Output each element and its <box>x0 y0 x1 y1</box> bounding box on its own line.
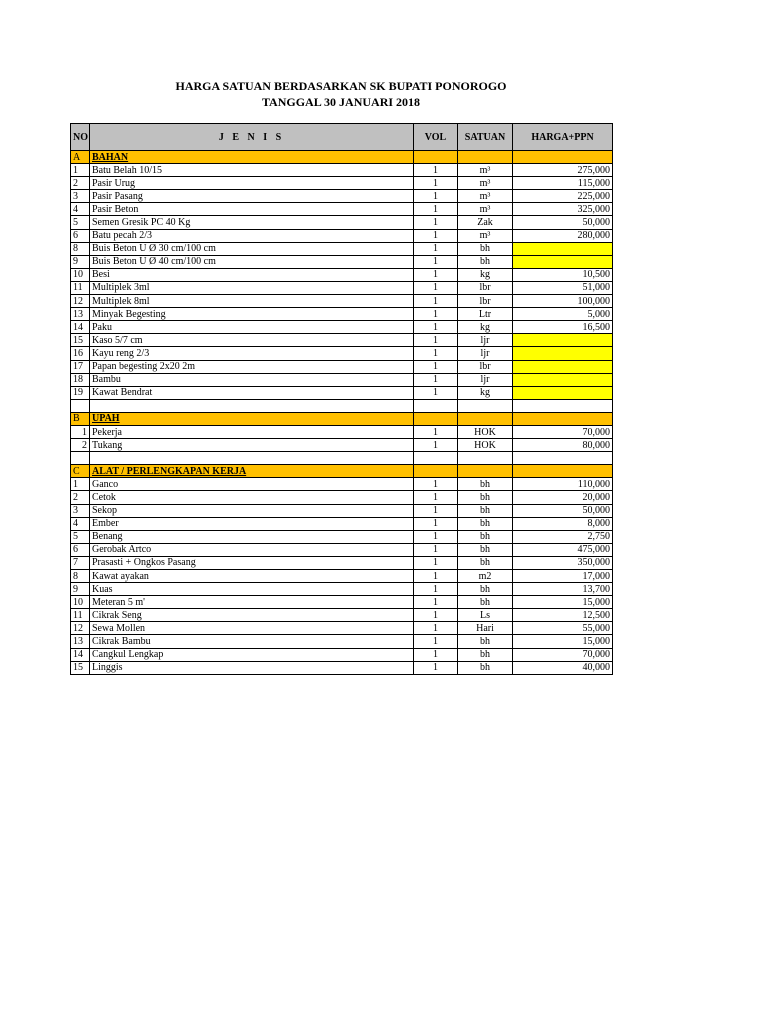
item-number: 5 <box>71 530 90 543</box>
item-number: 15 <box>71 334 90 347</box>
item-price: 50,000 <box>513 216 613 229</box>
item-unit: bh <box>458 596 513 609</box>
section-code: C <box>71 465 90 478</box>
item-volume: 1 <box>414 281 458 294</box>
item-price: 50,000 <box>513 504 613 517</box>
item-price: 17,000 <box>513 570 613 583</box>
table-row <box>71 203 613 216</box>
item-price: 2,750 <box>513 530 613 543</box>
item-volume: 1 <box>414 530 458 543</box>
header-satuan: SATUAN <box>458 124 513 151</box>
table-row <box>71 543 613 556</box>
item-name: Ember <box>90 517 414 530</box>
item-price: 5,000 <box>513 308 613 321</box>
table-row <box>71 386 613 399</box>
table-row <box>71 334 613 347</box>
item-price <box>513 386 613 399</box>
item-number: 5 <box>71 216 90 229</box>
item-unit: Hari <box>458 622 513 635</box>
item-price: 12,500 <box>513 609 613 622</box>
item-number: 1 <box>71 425 90 438</box>
empty-cell <box>71 399 90 412</box>
section-label: ALAT / PERLENGKAPAN KERJA <box>90 465 414 478</box>
item-number: 2 <box>71 491 90 504</box>
table-row <box>71 190 613 203</box>
item-number: 7 <box>71 556 90 569</box>
item-name: Bambu <box>90 373 414 386</box>
section-empty-cell <box>414 412 458 425</box>
item-unit: lbr <box>458 360 513 373</box>
table-row <box>71 622 613 635</box>
item-price: 10,500 <box>513 268 613 281</box>
item-unit: bh <box>458 517 513 530</box>
item-unit: kg <box>458 268 513 281</box>
item-unit: bh <box>458 530 513 543</box>
item-name: Kawat ayakan <box>90 570 414 583</box>
item-unit: bh <box>458 504 513 517</box>
section-empty-cell <box>513 465 613 478</box>
item-number: 1 <box>71 478 90 491</box>
item-price: 16,500 <box>513 321 613 334</box>
item-volume: 1 <box>414 543 458 556</box>
table-row <box>71 570 613 583</box>
item-price: 15,000 <box>513 596 613 609</box>
item-price: 110,000 <box>513 478 613 491</box>
item-name: Batu Belah 10/15 <box>90 164 414 177</box>
item-number: 10 <box>71 596 90 609</box>
item-price: 100,000 <box>513 295 613 308</box>
empty-cell <box>414 452 458 465</box>
item-volume: 1 <box>414 504 458 517</box>
item-unit: m³ <box>458 229 513 242</box>
item-price: 70,000 <box>513 648 613 661</box>
header-harga: HARGA+PPN <box>513 124 613 151</box>
empty-cell <box>458 399 513 412</box>
item-name: Linggis <box>90 661 414 674</box>
item-unit: bh <box>458 661 513 674</box>
table-row <box>71 648 613 661</box>
item-number: 14 <box>71 321 90 334</box>
price-table <box>70 123 613 675</box>
item-number: 13 <box>71 635 90 648</box>
item-volume: 1 <box>414 596 458 609</box>
item-unit: Zak <box>458 216 513 229</box>
item-price: 280,000 <box>513 229 613 242</box>
item-unit: m³ <box>458 203 513 216</box>
item-volume: 1 <box>414 425 458 438</box>
table-row <box>71 321 613 334</box>
table-row <box>71 373 613 386</box>
item-volume: 1 <box>414 295 458 308</box>
item-unit: bh <box>458 556 513 569</box>
item-volume: 1 <box>414 491 458 504</box>
item-unit: kg <box>458 321 513 334</box>
item-volume: 1 <box>414 373 458 386</box>
item-name: Kaso 5/7 cm <box>90 334 414 347</box>
table-row <box>71 229 613 242</box>
item-unit: lbr <box>458 281 513 294</box>
item-number: 11 <box>71 609 90 622</box>
table-row <box>71 609 613 622</box>
section-label: BAHAN <box>90 151 414 164</box>
section-empty-cell <box>458 412 513 425</box>
item-price: 325,000 <box>513 203 613 216</box>
table-row <box>71 661 613 674</box>
table-row <box>71 635 613 648</box>
blank-row <box>71 399 613 412</box>
table-row <box>71 596 613 609</box>
empty-cell <box>513 452 613 465</box>
item-unit: m³ <box>458 164 513 177</box>
item-name: Pasir Beton <box>90 203 414 216</box>
section-empty-cell <box>414 151 458 164</box>
item-name: Multiplek 3ml <box>90 281 414 294</box>
item-number: 2 <box>71 177 90 190</box>
item-name: Cangkul Lengkap <box>90 648 414 661</box>
table-row <box>71 425 613 438</box>
item-name: Sewa Mollen <box>90 622 414 635</box>
item-name: Pasir Pasang <box>90 190 414 203</box>
item-number: 18 <box>71 373 90 386</box>
empty-cell <box>90 452 414 465</box>
table-row <box>71 281 613 294</box>
item-price: 20,000 <box>513 491 613 504</box>
table-row <box>71 517 613 530</box>
item-name: Besi <box>90 268 414 281</box>
item-price: 225,000 <box>513 190 613 203</box>
item-number: 8 <box>71 570 90 583</box>
item-volume: 1 <box>414 360 458 373</box>
item-volume: 1 <box>414 229 458 242</box>
item-number: 19 <box>71 386 90 399</box>
section-row <box>71 151 613 164</box>
item-unit: bh <box>458 255 513 268</box>
item-number: 3 <box>71 190 90 203</box>
item-volume: 1 <box>414 255 458 268</box>
table-row <box>71 439 613 452</box>
section-code: B <box>71 412 90 425</box>
item-unit: bh <box>458 543 513 556</box>
item-unit: ljr <box>458 334 513 347</box>
item-name: Paku <box>90 321 414 334</box>
table-row <box>71 177 613 190</box>
item-volume: 1 <box>414 308 458 321</box>
empty-cell <box>90 399 414 412</box>
section-empty-cell <box>458 151 513 164</box>
section-empty-cell <box>513 151 613 164</box>
item-volume: 1 <box>414 242 458 255</box>
item-volume: 1 <box>414 583 458 596</box>
item-number: 4 <box>71 517 90 530</box>
item-number: 12 <box>71 295 90 308</box>
item-price <box>513 360 613 373</box>
table-row <box>71 295 613 308</box>
table-header-row <box>71 124 613 151</box>
item-price <box>513 334 613 347</box>
table-row <box>71 583 613 596</box>
item-name: Kawat Bendrat <box>90 386 414 399</box>
item-name: Semen Gresik PC 40 Kg <box>90 216 414 229</box>
item-name: Multiplek 8ml <box>90 295 414 308</box>
item-name: Prasasti + Ongkos Pasang <box>90 556 414 569</box>
page-subtitle-date: TANGGAL 30 JANUARI 2018 <box>261 95 421 109</box>
item-price: 55,000 <box>513 622 613 635</box>
item-number: 4 <box>71 203 90 216</box>
item-name: Buis Beton U Ø 30 cm/100 cm <box>90 242 414 255</box>
header-vol: VOL <box>414 124 458 151</box>
item-unit: lbr <box>458 295 513 308</box>
item-unit: Ltr <box>458 308 513 321</box>
item-unit: bh <box>458 648 513 661</box>
item-unit: bh <box>458 478 513 491</box>
item-name: Minyak Begesting <box>90 308 414 321</box>
item-name: Ganco <box>90 478 414 491</box>
header-no: NO <box>71 124 90 151</box>
item-price: 15,000 <box>513 635 613 648</box>
item-volume: 1 <box>414 570 458 583</box>
item-name: Cetok <box>90 491 414 504</box>
item-price <box>513 255 613 268</box>
item-price: 350,000 <box>513 556 613 569</box>
item-volume: 1 <box>414 177 458 190</box>
item-volume: 1 <box>414 321 458 334</box>
table-row <box>71 164 613 177</box>
item-volume: 1 <box>414 164 458 177</box>
item-volume: 1 <box>414 347 458 360</box>
item-price: 40,000 <box>513 661 613 674</box>
item-price: 70,000 <box>513 425 613 438</box>
item-name: Batu pecah 2/3 <box>90 229 414 242</box>
table-row <box>71 242 613 255</box>
section-empty-cell <box>414 465 458 478</box>
item-price <box>513 242 613 255</box>
item-name: Papan begesting 2x20 2m <box>90 360 414 373</box>
item-unit: kg <box>458 386 513 399</box>
blank-row <box>71 452 613 465</box>
item-price: 51,000 <box>513 281 613 294</box>
section-row <box>71 412 613 425</box>
empty-cell <box>458 452 513 465</box>
item-price <box>513 373 613 386</box>
item-number: 17 <box>71 360 90 373</box>
table-row <box>71 255 613 268</box>
table-row <box>71 308 613 321</box>
item-volume: 1 <box>414 517 458 530</box>
item-volume: 1 <box>414 478 458 491</box>
item-volume: 1 <box>414 635 458 648</box>
empty-cell <box>414 399 458 412</box>
section-row <box>71 465 613 478</box>
item-number: 10 <box>71 268 90 281</box>
item-name: Pasir Urug <box>90 177 414 190</box>
table-row <box>71 530 613 543</box>
item-name: Kuas <box>90 583 414 596</box>
table-row <box>71 491 613 504</box>
item-unit: bh <box>458 491 513 504</box>
item-name: Kayu reng 2/3 <box>90 347 414 360</box>
item-volume: 1 <box>414 648 458 661</box>
item-volume: 1 <box>414 622 458 635</box>
item-number: 15 <box>71 661 90 674</box>
item-volume: 1 <box>414 268 458 281</box>
table-row <box>71 504 613 517</box>
item-number: 3 <box>71 504 90 517</box>
item-unit: HOK <box>458 425 513 438</box>
item-name: Buis Beton U Ø 40 cm/100 cm <box>90 255 414 268</box>
empty-cell <box>513 399 613 412</box>
item-unit: m2 <box>458 570 513 583</box>
section-empty-cell <box>513 412 613 425</box>
item-volume: 1 <box>414 661 458 674</box>
page-title: HARGA SATUAN BERDASARKAN SK BUPATI PONOROGO <box>175 79 507 93</box>
item-volume: 1 <box>414 439 458 452</box>
item-unit: Ls <box>458 609 513 622</box>
item-volume: 1 <box>414 190 458 203</box>
item-number: 6 <box>71 229 90 242</box>
item-number: 12 <box>71 622 90 635</box>
section-code: A <box>71 151 90 164</box>
table-row <box>71 556 613 569</box>
item-volume: 1 <box>414 386 458 399</box>
item-number: 14 <box>71 648 90 661</box>
table-body <box>71 151 613 675</box>
item-number: 2 <box>71 439 90 452</box>
item-price: 475,000 <box>513 543 613 556</box>
empty-cell <box>71 452 90 465</box>
section-empty-cell <box>458 465 513 478</box>
item-unit: HOK <box>458 439 513 452</box>
item-name: Gerobak Artco <box>90 543 414 556</box>
item-number: 8 <box>71 242 90 255</box>
item-volume: 1 <box>414 334 458 347</box>
item-number: 6 <box>71 543 90 556</box>
section-label: UPAH <box>90 412 414 425</box>
item-price: 80,000 <box>513 439 613 452</box>
item-number: 11 <box>71 281 90 294</box>
item-price <box>513 347 613 360</box>
item-unit: m³ <box>458 177 513 190</box>
table-row <box>71 478 613 491</box>
item-price: 115,000 <box>513 177 613 190</box>
item-price: 275,000 <box>513 164 613 177</box>
item-volume: 1 <box>414 609 458 622</box>
item-price: 8,000 <box>513 517 613 530</box>
item-unit: m³ <box>458 190 513 203</box>
item-name: Cikrak Seng <box>90 609 414 622</box>
item-name: Benang <box>90 530 414 543</box>
item-name: Meteran 5 m' <box>90 596 414 609</box>
item-number: 9 <box>71 255 90 268</box>
table-row <box>71 347 613 360</box>
item-name: Cikrak Bambu <box>90 635 414 648</box>
item-unit: bh <box>458 242 513 255</box>
item-number: 9 <box>71 583 90 596</box>
item-volume: 1 <box>414 556 458 569</box>
item-unit: ljr <box>458 347 513 360</box>
item-volume: 1 <box>414 203 458 216</box>
item-unit: bh <box>458 635 513 648</box>
table-row <box>71 268 613 281</box>
item-price: 13,700 <box>513 583 613 596</box>
item-name: Tukang <box>90 439 414 452</box>
table-row <box>71 360 613 373</box>
item-number: 16 <box>71 347 90 360</box>
table-row <box>71 216 613 229</box>
item-number: 13 <box>71 308 90 321</box>
item-volume: 1 <box>414 216 458 229</box>
item-name: Pekerja <box>90 425 414 438</box>
item-number: 1 <box>71 164 90 177</box>
item-unit: ljr <box>458 373 513 386</box>
item-name: Sekop <box>90 504 414 517</box>
item-unit: bh <box>458 583 513 596</box>
header-jenis: J E N I S <box>90 124 414 151</box>
